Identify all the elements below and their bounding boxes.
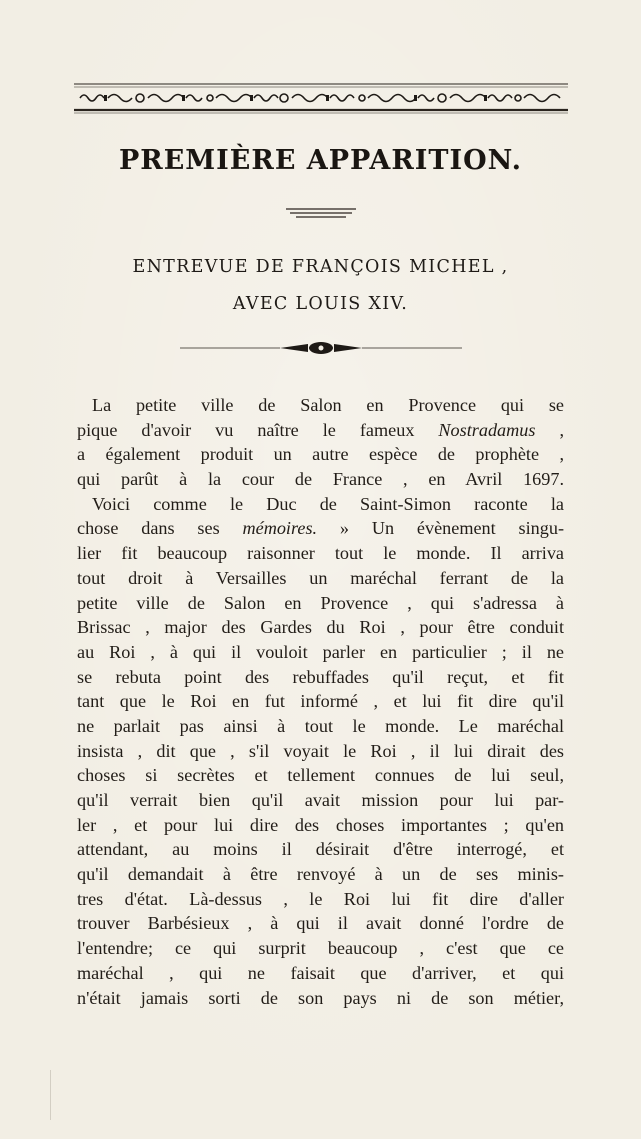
text-line: maréchal , qui ne faisait que d'arriver, et qui [77,962,564,983]
text-line: se rebuta point des rebuffades qu'il reçut, et fit [77,666,564,687]
text-line: tres d'état. Là-dessus , le Roi lui fit dire d'aller [77,888,564,909]
text-line: l'entendre; ce qui surprit beaucoup , c'est que ce [77,938,564,959]
page-bleed-mark [50,1070,57,1120]
section-heading-line-1: ENTREVUE DE FRANÇOIS MICHEL , [132,257,509,277]
text-line: Voici comme le Duc de Saint-Simon raconte la [92,493,564,514]
text-line: Brissac , major des Gardes du Roi , pour être conduit [77,617,564,638]
text-line: qu'il demandait à être renvoyé à un de ses minis- [77,864,564,885]
text-line: chose dans ses mémoires. » Un évènement singu- [77,518,565,539]
text-line: qui parût à la cour de France , en Avril 1697. [77,469,564,490]
text-line: au Roi , à qui il vouloit parler en particulier ; il ne [77,641,564,662]
text-line: insista , dit que , s'il voyait le Roi , il lui dirait des [77,740,564,761]
text-line: trouver Barbésieux , à qui il avait donné l'ordre de [77,913,564,934]
text-line: qu'il verrait bien qu'il avait mission pour lui par- [77,790,564,810]
text-line: choses si secrètes et tellement connues de lui seul, [77,765,564,786]
text-line: petite ville de Salon en Provence , qui s'adressa à [77,592,564,613]
text-line: a également produit un autre espèce de prophète , [77,444,564,465]
chapter-title: PREMIÈRE APPARITION. [118,145,523,176]
text-line: ler , et pour lui dire des choses importantes ; qu'en [77,814,564,835]
text-line: lier fit beaucoup raisonner tout le monde. Il arriva [77,543,564,564]
title-divider [286,207,356,219]
text-line: attendant, au moins il désirait d'être interrogé, et [77,839,564,860]
text-line: pique d'avoir vu naître le fameux Nostradamus , [77,419,565,440]
section-heading-line-2: AVEC LOUIS XIV. [232,294,409,314]
text-line: ne parlait pas ainsi à tout le monde. Le maréchal [77,715,564,736]
text-line: tout droit à Versailles un maréchal ferrant de la [77,567,564,588]
text-line: La petite ville de Salon en Provence qui se [92,395,564,415]
text-line: tant que le Roi en fut informé , et lui fit dire qu'il [77,691,564,712]
text-line: n'était jamais sorti de son pays ni de son métier, [77,987,564,1008]
heading-divider-ornament [180,340,462,356]
decorative-border-ornament [74,78,568,126]
body-paragraphs [77,393,564,1010]
